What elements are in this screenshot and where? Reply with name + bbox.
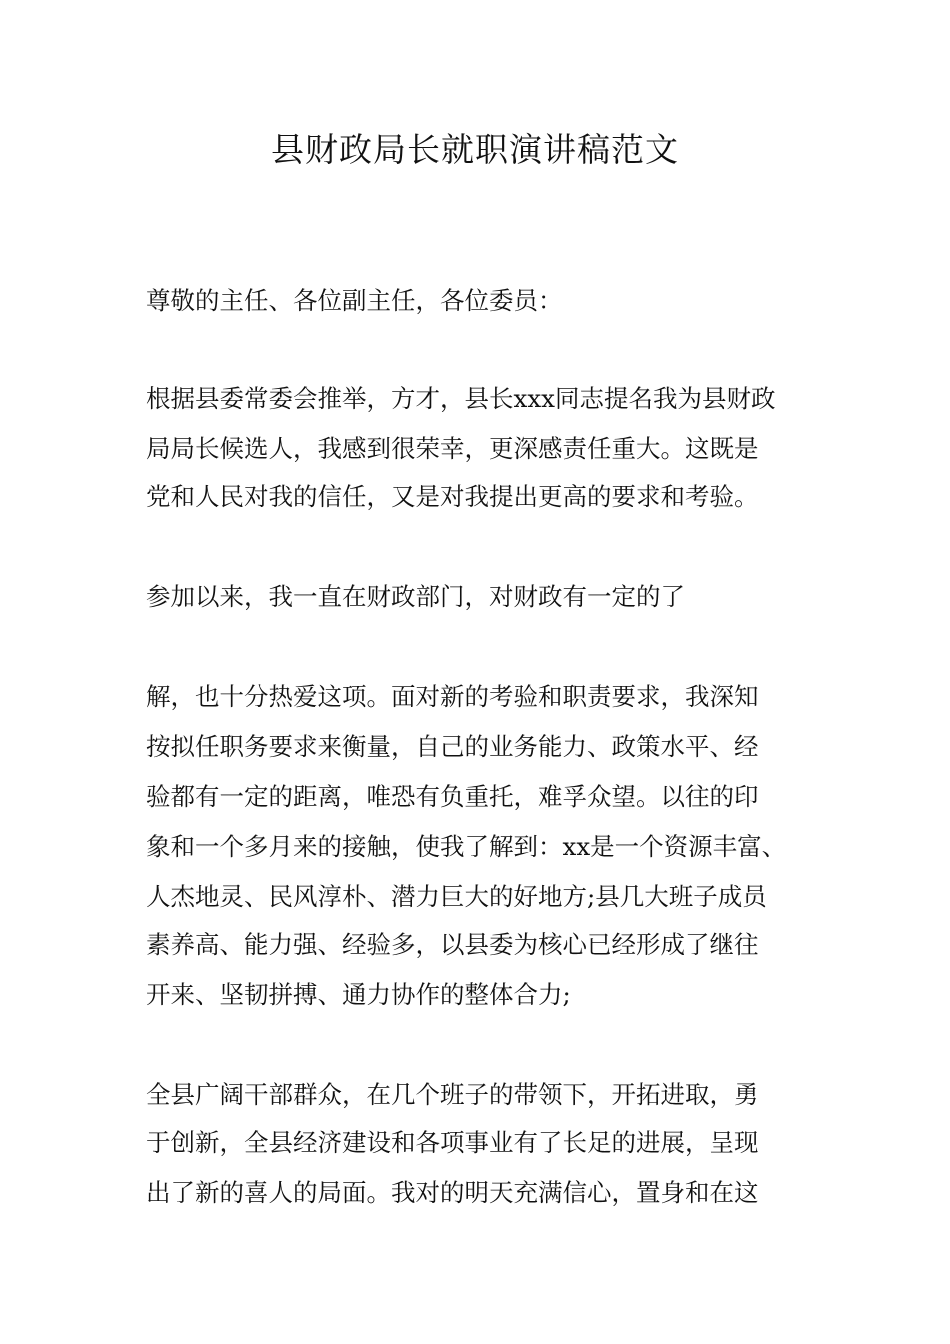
paragraph-3-line-7: 开来、坚韧拼搏、通力协作的整体合力; bbox=[146, 980, 571, 1009]
salutation: 尊敬的主任、各位副主任，各位委员： bbox=[146, 286, 563, 315]
paragraph-4-line-2: 于创新，全县经济建设和各项事业有了长足的进展，呈现 bbox=[146, 1128, 759, 1157]
paragraph-3-line-2: 按拟任职务要求来衡量，自己的业务能力、政策水平、经 bbox=[146, 732, 759, 761]
paragraph-3-line-3: 验都有一定的距离，唯恐有负重托，难孚众望。以往的印 bbox=[146, 782, 759, 811]
paragraph-4-line-3: 出了新的喜人的局面。我对的明天充满信心，置身和在这 bbox=[146, 1178, 759, 1207]
paragraph-1-line-1: 根据县委常委会推举，方才，县长xxx同志提名我为县财政 bbox=[146, 384, 776, 413]
paragraph-2-line-1: 参加以来，我一直在财政部门，对财政有一定的了 bbox=[146, 582, 685, 611]
paragraph-3-line-6: 素养高、能力强、经验多，以县委为核心已经形成了继往 bbox=[146, 930, 759, 959]
document-title: 县财政局长就职演讲稿范文 bbox=[271, 130, 679, 169]
paragraph-3-line-4: 象和一个多月来的接触，使我了解到：xx是一个资源丰富、 bbox=[146, 832, 787, 861]
paragraph-4-line-1: 全县广阔干部群众，在几个班子的带领下，开拓进取，勇 bbox=[146, 1080, 759, 1109]
paragraph-3-line-5: 人杰地灵、民风淳朴、潜力巨大的好地方;县几大班子成员 bbox=[146, 882, 767, 911]
paragraph-1-line-3: 党和人民对我的信任，又是对我提出更高的要求和考验。 bbox=[146, 482, 759, 511]
paragraph-3-line-1: 解，也十分热爱这项。面对新的考验和职责要求，我深知 bbox=[146, 682, 759, 711]
paragraph-1-line-2: 局局长候选人，我感到很荣幸，更深感责任重大。这既是 bbox=[146, 434, 759, 463]
